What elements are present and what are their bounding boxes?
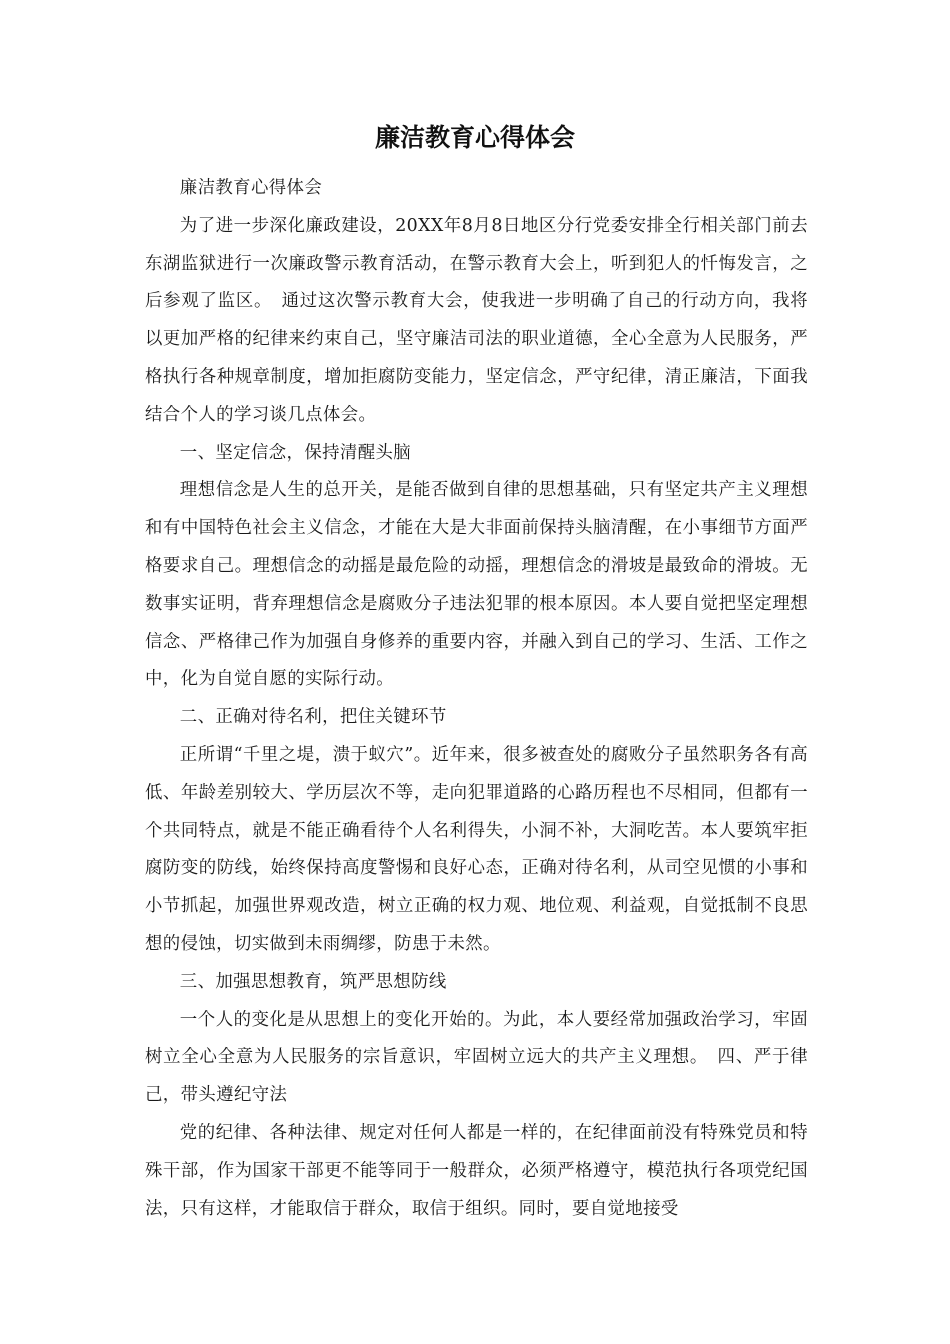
section-heading: 一、坚定信念，保持清醒头脑 (179, 442, 412, 463)
paragraph: 党的纪律、各种法律、规定对任何人都是一样的，在纪律面前没有特殊党员和特殊干部，作为国家干部更不能等同于一般群众，必须严格遵守，模范执行各项党纪国法，只有这样，才能取信于群众，取信于组织。同时，要自觉地接受 (145, 1122, 808, 1219)
section-heading: 三、加强思想教育，筑严思想防线 (179, 971, 447, 992)
section-heading: 二、正确对待名利，把住关键环节 (179, 707, 447, 728)
paragraph: 理想信念是人生的总开关，是能否做到自律的思想基础，只有坚定共产主义理想和有中国特色社会主义信念，才能在大是大非面前保持头脑清醒，在小事细节方面严格要求自己。理想信念的动摇是最危险的动摇，理想信念的滑坡是最致命的滑坡。无数事实证明，背弃理想信念是腐败分子违法犯罪的根本原因。本人要自觉把坚定理想信念、严格律己作为加强自身修养的重要内容，并融入到自己的学习、生活、工作之中，化为自觉自愿的实际行动。 (145, 480, 808, 690)
paragraph: 为了进一步深化廉政建设，20XX年8月8日地区分行党委安排全行相关部门前去东湖监狱进行一次廉政警示教育活动，在警示教育大会上，听到犯人的忏悔发言，之后参观了监区。 通过这次警示教育大会，使我进一步明确了自己的行动方向，我将以更加严格的纪律来约束自己，坚守廉洁司法的职业道德，全心全意为人民服务，严格执行各种规章制度，增加拒腐防变能力，坚定信念，严守纪律，清正廉洁，下面我结合个人的学习谈几点体会。 (145, 215, 808, 425)
document-title: 廉洁教育心得体会 (374, 123, 575, 152)
paragraph: 廉洁教育心得体会 (179, 178, 323, 198)
paragraph: 正所谓“千里之堤，溃于蚁穴”。近年来，很多被查处的腐败分子虽然职务各有高低、年龄差别较大、学历层次不等，走向犯罪道路的心路历程也不尽相同，但都有一个共同特点，就是不能正确看待个人名利得失，小洞不补，大洞吃苦。本人要筑牢拒腐防变的防线，始终保持高度警惕和良好心态，正确对待名利，从司空见惯的小事和小节抓起，加强世界观改造，树立正确的权力观、地位观、利益观，自觉抵制不良思想的侵蚀，切实做到未雨绸缪，防患于未然。 (145, 744, 808, 954)
paragraph: 一个人的变化是从思想上的变化开始的。为此，本人要经常加强政治学习，牢固树立全心全意为人民服务的宗旨意识，牢固树立远大的共产主义理想。 四、严于律己，带头遵纪守法 (145, 1009, 808, 1106)
document-body (145, 170, 808, 1228)
